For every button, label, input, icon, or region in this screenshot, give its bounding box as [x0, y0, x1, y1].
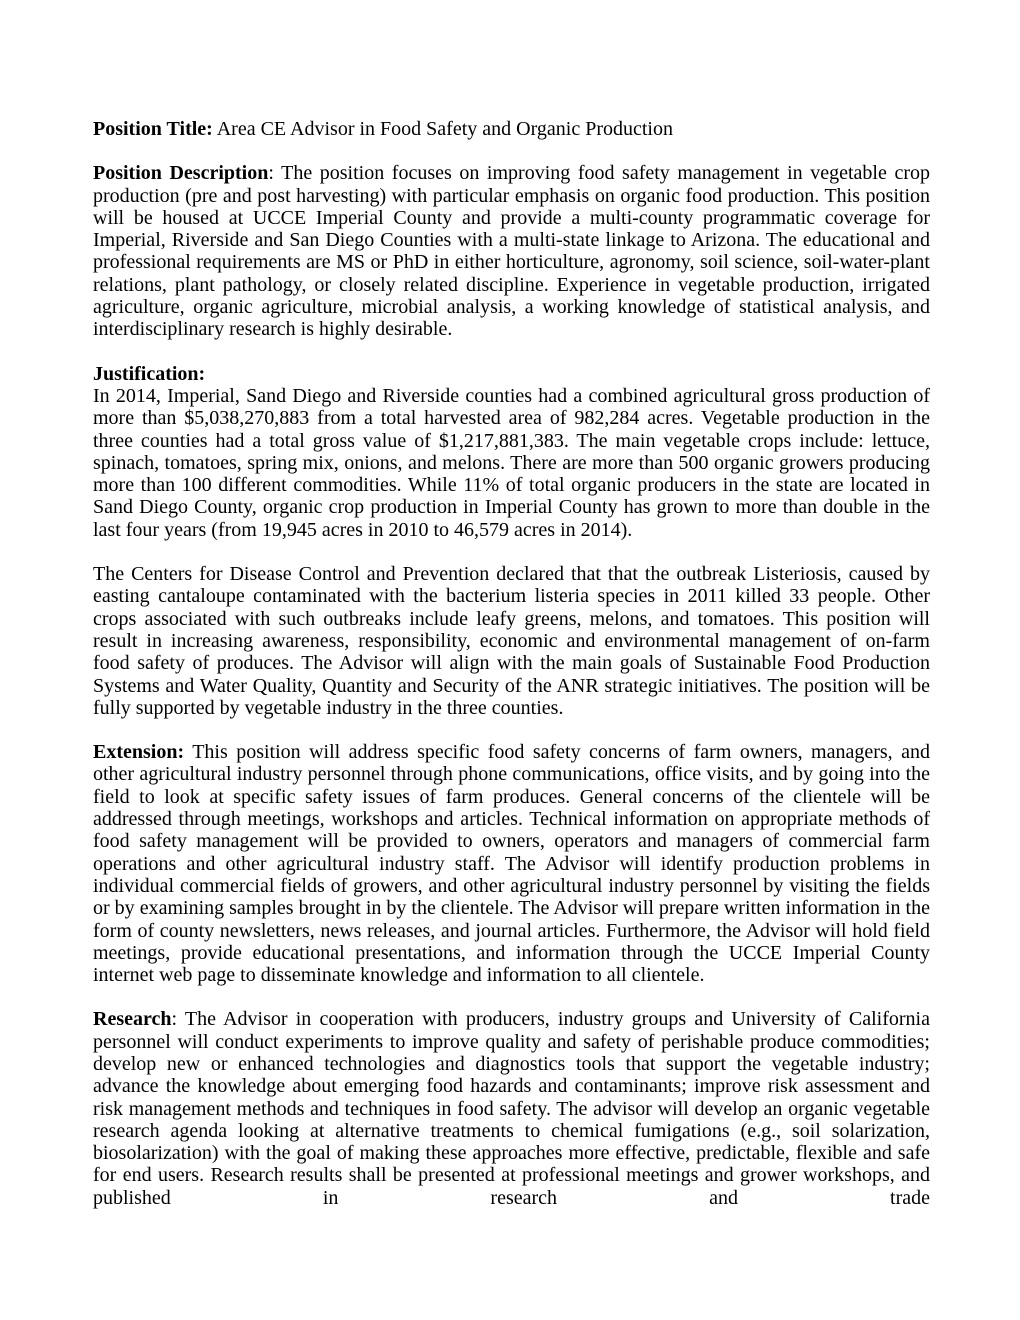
- position-description-label: Position Description: [93, 162, 269, 185]
- position-title-text: Area CE Advisor in Food Safety and Organic Production: [216, 118, 673, 140]
- research-label: Research: [93, 1008, 172, 1031]
- extension-separator: [184, 741, 192, 763]
- justification-paragraph-2: The Centers for Disease Control and Prevention declared that that the outbreak Listeriosis, caused by easting cantaloupe contaminated with the bacterium listeria species in 2011 killed 33 people. Other crops associated with such outbreaks include leafy greens, melons, and tomatoes. This position will result in increasing awareness, responsibility, economic and environmental management of on-farm food safety of produces. The Advisor will align with the main goals of Sustainable Food Production Systems and Water Quality, Quantity and Security of the ANR strategic initiatives. The position will be fully supported by vegetable industry in the three counties.: [93, 563, 930, 719]
- justification-section: [93, 363, 930, 719]
- justification-heading: [93, 363, 930, 385]
- justification-paragraph-1: In 2014, Imperial, Sand Diego and Riverside counties had a combined agricultural gross production of more than $5,038,270,883 from a total harvested area of 982,284 acres. Vegetable production in the three counties had a total gross value of $1,217,881,383. The main vegetable crops include: lettuce, spinach, tomatoes, spring mix, onions, and melons. There are more than 500 organic growers producing more than 100 different commodities. While 11% of total organic producers in the state are located in Sand Diego County, organic crop production in Imperial County has grown to more than double in the last four years (from 19,945 acres in 2010 to 46,579 acres in 2014).: [93, 384, 930, 541]
- justification-heading-label: Justification:: [93, 362, 206, 385]
- research-text: The Advisor in cooperation with producers, industry groups and University of California personnel will conduct experiments to improve quality and safety of perishable produce commodities; develop new or enhanced technologies and diagnostics tools that support the vegetable industry; advance the knowledge about emerging food hazards and contaminants; improve risk assessment and risk management methods and techniques in food safety. The advisor will develop an organic vegetable research agenda looking at alternative treatments to chemical fumigations (e.g., soil solarization, biosolarization) with the goal of making these approaches more effective, predictable, flexible and safe for end users. Research results shall be presented at professional meetings and grower workshops, and published in research and trade: [93, 1008, 930, 1209]
- research-separator: :: [171, 1008, 185, 1031]
- position-description-text: The position focuses on improving food safety management in vegetable crop production (pre and post harvesting) with particular emphasis on organic food production. This position will be housed at UCCE Imperial County and provide a multi-county programmatic coverage for Imperial, Riverside and San Diego Counties with a multi-state linkage to Arizona. The educational and professional requirements are MS or PhD in either horticulture, agronomy, soil science, soil-water-plant relations, plant pathology, or closely related discipline. Experience in vegetable production, irrigated agriculture, organic agriculture, microbial analysis, a working knowledge of statistical analysis, and interdisciplinary research is highly desirable.: [93, 162, 930, 341]
- extension-text: This position will address specific food safety concerns of farm owners, managers, and other agricultural industry personnel through phone communications, office visits, and by going into the field to look at specific safety issues of farm produces. General concerns of the clientele will be addressed through meetings, workshops and articles. Technical information on appropriate methods of food safety management will be provided to owners, operators and managers of commercial farm operations and other agricultural industry staff. The Advisor will identify production problems in individual commercial fields of growers, and other agricultural industry personnel by visiting the fields or by examining samples brought in by the clientele. The Advisor will prepare written information in the form of county newsletters, news releases, and journal articles. Furthermore, the Advisor will hold field meetings, provide educational presentations, and information through the UCCE Imperial County internet web page to disseminate knowledge and information to all clientele.: [93, 741, 931, 987]
- extension-label: Extension:: [93, 741, 185, 764]
- position-description-paragraph: [93, 162, 930, 340]
- research-paragraph: [93, 1008, 930, 1209]
- position-title-line: [93, 118, 930, 140]
- extension-paragraph: [93, 741, 930, 986]
- position-description-separator: :: [268, 162, 282, 185]
- position-title-label: Position Title:: [93, 118, 213, 140]
